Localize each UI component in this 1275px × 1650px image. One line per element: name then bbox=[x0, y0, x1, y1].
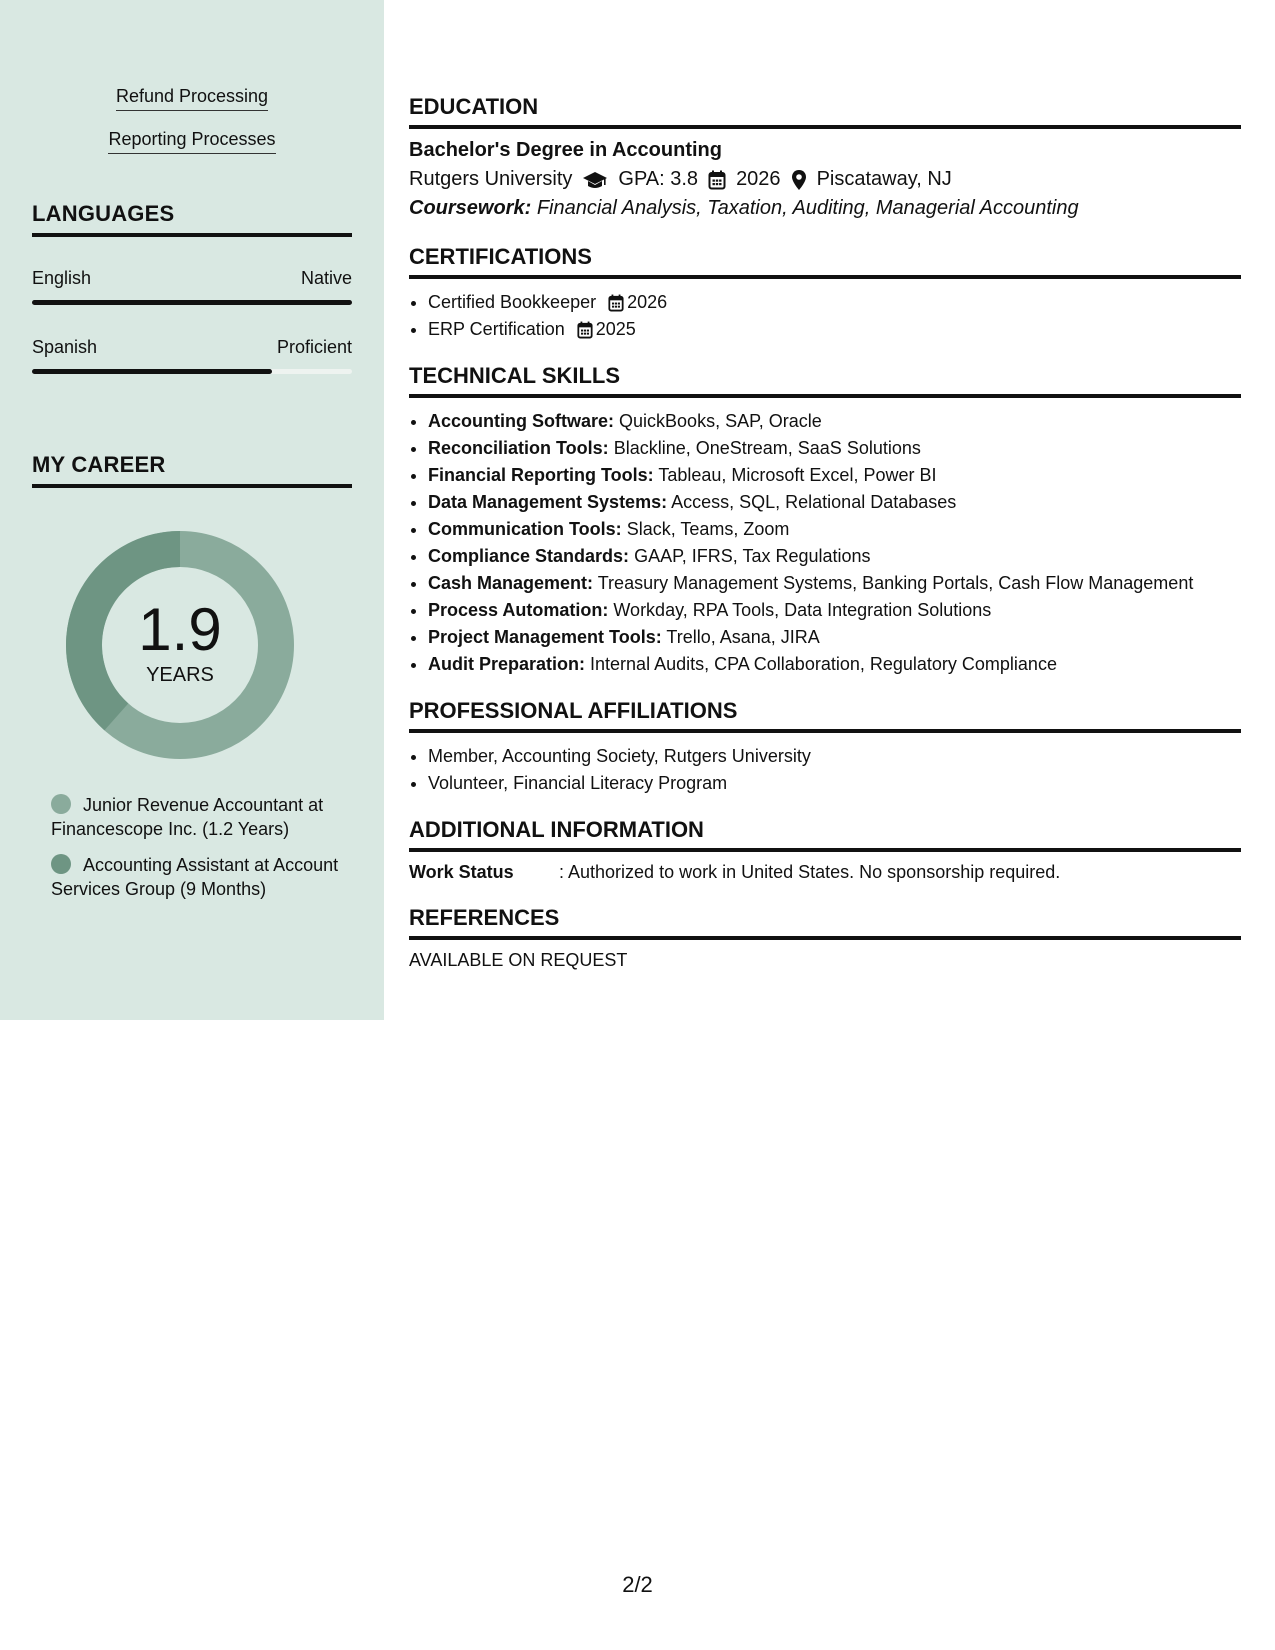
education-heading: EDUCATION bbox=[409, 94, 1241, 129]
language-row bbox=[32, 268, 352, 289]
skill-item bbox=[428, 435, 1241, 462]
skill-value: Trello, Asana, JIRA bbox=[666, 627, 820, 647]
skill-value: Workday, RPA Tools, Data Integration Solutions bbox=[613, 600, 992, 620]
calendar-icon bbox=[708, 170, 726, 190]
language-level: Native bbox=[300, 268, 352, 288]
skill-item bbox=[428, 651, 1241, 678]
skill-value: Access, SQL, Relational Databases bbox=[671, 492, 957, 512]
career-heading: MY CAREER bbox=[32, 452, 352, 488]
career-total-unit: YEARS bbox=[146, 663, 214, 686]
skill-value: QuickBooks, SAP, Oracle bbox=[619, 411, 822, 431]
skill-value: Tableau, Microsoft Excel, Power BI bbox=[658, 465, 937, 485]
graduation-year: 2026 bbox=[736, 168, 781, 190]
strength-item: Reporting Processes bbox=[108, 129, 275, 154]
references-text: AVAILABLE ON REQUEST bbox=[409, 950, 628, 970]
career-list bbox=[51, 793, 341, 913]
main-content bbox=[409, 94, 1241, 971]
language-name: English bbox=[32, 268, 92, 288]
sidebar bbox=[0, 0, 384, 1020]
career-item bbox=[51, 853, 341, 901]
affiliations-list bbox=[409, 743, 1241, 797]
work-status-row bbox=[409, 862, 1241, 883]
work-status-label: Work Status bbox=[409, 862, 514, 882]
skill-item bbox=[428, 489, 1241, 516]
career-dot bbox=[51, 854, 71, 874]
certifications-list bbox=[409, 289, 1241, 343]
skill-label: Financial Reporting Tools: bbox=[428, 465, 654, 485]
skill-label: Compliance Standards: bbox=[428, 546, 630, 566]
references-heading: REFERENCES bbox=[409, 905, 1241, 940]
skill-label: Data Management Systems: bbox=[428, 492, 668, 512]
skill-label: Project Management Tools: bbox=[428, 627, 662, 647]
strengths-list bbox=[0, 86, 384, 172]
career-item-text: Accounting Assistant at Account Services Group (9 Months) bbox=[51, 855, 339, 899]
skill-value: Slack, Teams, Zoom bbox=[626, 519, 790, 539]
language-bar-fill bbox=[32, 369, 272, 374]
skill-label: Process Automation: bbox=[428, 600, 609, 620]
gpa: GPA: 3.8 bbox=[618, 168, 699, 190]
career-total-value: 1.9 bbox=[138, 595, 222, 663]
skill-label: Reconciliation Tools: bbox=[428, 438, 609, 458]
strength-item: Refund Processing bbox=[116, 86, 268, 111]
certification-item bbox=[428, 316, 1241, 343]
language-name: Spanish bbox=[32, 337, 98, 357]
skill-label: Communication Tools: bbox=[428, 519, 622, 539]
technical-skills-heading: TECHNICAL SKILLS bbox=[409, 363, 1241, 398]
page-number: 2/2 bbox=[622, 1572, 653, 1597]
additional-info-heading: ADDITIONAL INFORMATION bbox=[409, 817, 1241, 852]
language-bar bbox=[32, 369, 352, 374]
skill-value: Blackline, OneStream, SaaS Solutions bbox=[613, 438, 921, 458]
languages-heading: LANGUAGES bbox=[32, 201, 352, 237]
skill-value: Treasury Management Systems, Banking Portals, Cash Flow Management bbox=[597, 573, 1194, 593]
affiliation-item: • Member, Accounting Society, Rutgers University bbox=[428, 743, 1241, 770]
calendar-icon bbox=[577, 321, 593, 339]
skill-item bbox=[428, 543, 1241, 570]
skill-item bbox=[428, 570, 1241, 597]
affiliation-item: • Volunteer, Financial Literacy Program bbox=[428, 770, 1241, 797]
skill-label: Audit Preparation: bbox=[428, 654, 586, 674]
career-total bbox=[66, 531, 294, 759]
certification-name: • ERP Certification bbox=[428, 319, 565, 339]
certifications-heading: CERTIFICATIONS bbox=[409, 244, 1241, 279]
language-bar bbox=[32, 300, 352, 305]
skill-item bbox=[428, 408, 1241, 435]
skill-value: Internal Audits, CPA Collaboration, Regulatory Compliance bbox=[590, 654, 1057, 674]
certification-name: • Certified Bookkeeper bbox=[428, 292, 597, 312]
affiliations-heading: PROFESSIONAL AFFILIATIONS bbox=[409, 698, 1241, 733]
coursework bbox=[409, 197, 1241, 220]
calendar-icon bbox=[608, 294, 624, 312]
career-item bbox=[51, 793, 341, 841]
career-dot bbox=[51, 794, 71, 814]
certification-year: 2025 bbox=[595, 319, 636, 339]
skill-item bbox=[428, 516, 1241, 543]
skill-item bbox=[428, 462, 1241, 489]
technical-skills-list bbox=[409, 408, 1241, 678]
school-name: Rutgers University bbox=[409, 168, 573, 190]
skill-item bbox=[428, 597, 1241, 624]
certification-year: 2026 bbox=[627, 292, 668, 312]
location-pin-icon bbox=[791, 169, 807, 191]
work-status-value: : Authorized to work in United States. No sponsorship required. bbox=[559, 862, 1061, 882]
language-bar-fill bbox=[32, 300, 352, 305]
language-level: Proficient bbox=[276, 337, 352, 357]
skill-label: Cash Management: bbox=[428, 573, 594, 593]
school-location: Piscataway, NJ bbox=[816, 168, 952, 190]
skill-label: Accounting Software: bbox=[428, 411, 615, 431]
coursework-label: Coursework: bbox=[409, 197, 532, 219]
graduation-cap-icon bbox=[582, 170, 608, 190]
skill-value: GAAP, IFRS, Tax Regulations bbox=[634, 546, 871, 566]
language-row bbox=[32, 337, 352, 358]
education-meta bbox=[409, 168, 1241, 191]
certification-item bbox=[428, 289, 1241, 316]
degree-title: Bachelor's Degree in Accounting bbox=[409, 139, 722, 161]
career-item-text: Junior Revenue Accountant at Financescope Inc. (1.2 Years) bbox=[51, 795, 324, 839]
skill-item bbox=[428, 624, 1241, 651]
coursework-list: Financial Analysis, Taxation, Auditing, Managerial Accounting bbox=[536, 197, 1079, 219]
